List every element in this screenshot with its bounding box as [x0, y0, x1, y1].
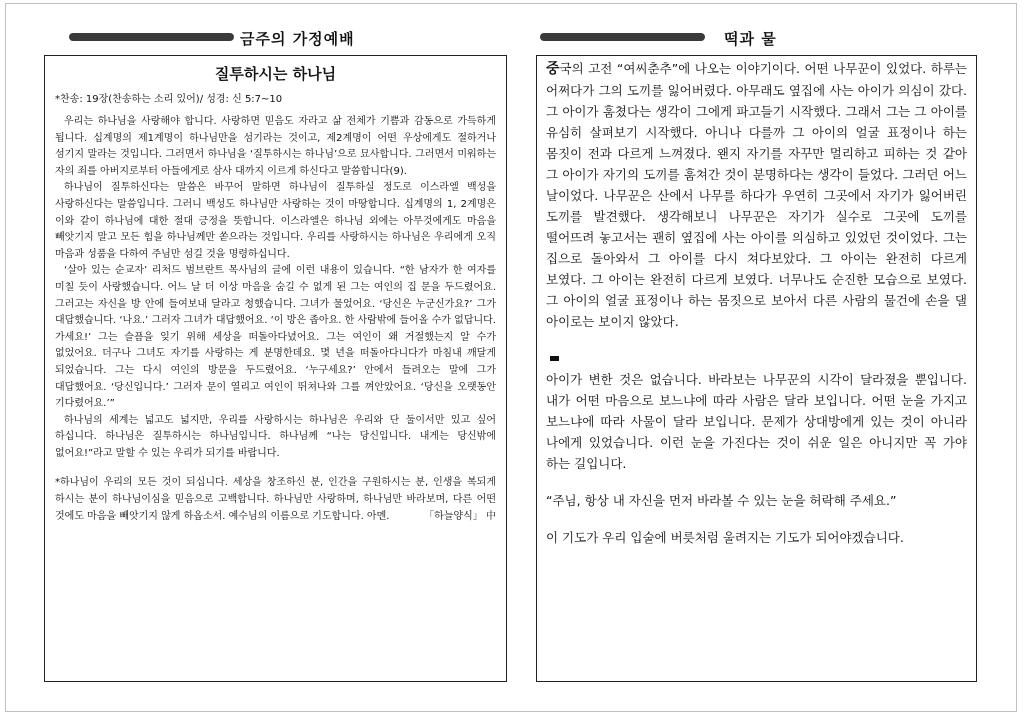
sermon-paragraph: ‘살아 있는 순교자’ 리처드 범브란트 목사님의 글에 이런 내용이 있습니다. “한 남자가 한 여자를 미칠 듯이 사랑했습니다. 어느 날 더 이상 마음을 숨길 수 없게 된 그는 여인의 집 문을 두드렸어요. 그러고는 자신을 방 안에 들여보내 달라고 청했습니다. 그녀가 물었어요. ‘당신은 누군신가요?’ 그가 대답했습니다. ‘나요.’ 그러자 그녀가 대답했어요. ‘이 방은 좁아요. 한 사람밖에 들어올 수가 없답니다. 가세요!’ 그는 슬픔을 잊기 위해 세상을 떠돌아다녔어요. 그는 여인이 왜 거절했는지 알 수가 없었어요. 더구나 그녀도 자기를 사랑하는 게 분명한데요. 몇 년을 떠돌아다니다가 마침내 깨달게 되었습니다. 그는 다시 여인의 방문을 두드렸어요. ‘누구세요?’ 안에서 들려오는 말에 그가 대답했어요. ‘당신입니다.’ 그러자 문이 열리고 여인이 뛰쳐나와 그를 껴안았어요. ‘당신을 오랫동안 기다렸어요.’”: [55, 265, 496, 410]
sermon-paragraph: 우리는 하나님을 사랑해야 합니다. 사랑하면 믿음도 자라고 삶 전체가 기쁨과 감동으로 가득하게 됩니다. 십계명의 제1계명이 하나님만을 섬기라는 것이고, 제2계명이 어떤 우상에게도 절하거나 섬기지 말라는 것입니다. 그러면서 하나님을 ‘질투하시는 하나님’으로 묘사합니다. 그러면서 미워하는 자의 죄를 아버지로부터 아들에게로 삼사 대까지 이르게 하신다고 말씀합니다(9).: [55, 116, 496, 177]
sermon-paragraph: 하나님이 질투하신다는 말씀은 바꾸어 말하면 하나님이 질투하실 정도로 이스라엘 백성을 사랑하신다는 말씀입니다. 그러니 백성도 하나님만 사랑하는 것이 마땅합니다. 십계명의 1, 2계명은 이와 같이 하나님에 대한 절대 긍정을 뜻합니다. 이스라엘은 하나님 외에는 아무것에게도 마음을 빼앗기지 말고 모든 힘을 하나님께만 쏟으라는 것입니다. 우리를 사랑하시는 하나님은 우리에게 오직 마음과 성품을 다하여 주님만 섬길 것을 명령하십니다.: [55, 182, 496, 260]
sermon-box: [44, 55, 507, 682]
sermon-paragraph: 하나님의 세계는 넓고도 넓지만, 우리를 사랑하시는 하나님은 우리와 단 둘이서만 있고 싶어 하십니다. 하나님은 질투하시는 하나님입니다. 하나님께 “나는 당신입니다. 내게는 당신밖에 없어요!”라고 말할 수 있는 우리가 되기를 바랍니다.: [55, 414, 496, 459]
scripture-reference: *찬송: 19장(찬송하는 소리 있어)/ 성경: 신 5:7~10: [55, 94, 283, 105]
prayer-text: *하나님이 우리의 모든 것이 되십니다. 세상을 창조하신 분, 인간을 구원하시는 분, 인생을 복되게 하시는 분이 하나님이심을 믿음으로 고백합니다. 하나님만 사랑하며, 하나님만 바라보며, 다른 어떤 것에도 마음을 빼앗기지 않게 하옵소서. 예수님의 이름으로 기도합니다. 아멘.: [55, 477, 496, 522]
sermon-title: 질투하시는 하나님: [214, 65, 337, 83]
right-header-bar: [540, 33, 705, 41]
section-divider-mark: [550, 356, 559, 361]
story-dropcap: 중: [546, 61, 560, 77]
reflection-text: 아이가 변한 것은 없습니다. 바라보는 나무꾼의 시각이 달라졌을 뿐입니다. 내가 어떤 마음으로 보느냐에 따라 사람은 달라 보입니다. 어떤 눈을 가지고 보느냐에 따라 사물이 달라 보입니다. 문제가 상대방에게 있는 것이 아니라 나에게 있었습니다. 이런 눈을 가진다는 것이 쉬운 일은 아니지만 꼭 가야 하는 길입니다.: [546, 372, 967, 471]
prayer-quote: “주님, 항상 내 자신을 먼저 바라볼 수 있는 눈을 허락해 주세요.”: [546, 493, 897, 508]
prayer-block: [55, 475, 496, 525]
left-header-title: 금주의 가정예배: [240, 30, 355, 48]
story-text-block: [546, 58, 967, 332]
story-text: 국의 고전 “여씨춘추”에 나오는 이야기이다. 어떤 나무꾼이 있었다. 하루는 어쩌다가 그의 도끼를 잃어버렸다. 아무래도 옆집에 사는 아이가 의심이 갔다. 그 아이가 훔쳤다는 생각이 그에게 파고들기 시작했다. 그래서 그는 그 아이를 유심히 살펴보기 시작했다. 아니나 다를까 그 아이의 얼굴 표정이나 하는 몸짓이 전과 다르게 느껴졌다. 왠지 자기를 자꾸만 멀리하고 피하는 것 같아 그 아이가 자기의 도끼를 훔쳐간 것이 분명하다는 생각이 들었다. 그러던 어느 날이었다. 나무꾼은 산에서 나무를 하다가 우연히 그곳에서 자기가 잃어버린 도끼를 발견했다. 생각해보니 나무꾼은 자기가 실수로 그곳에 도끼를 떨어뜨려 놓고서는 괜히 옆집에 사는 아이를 의심하고 있었던 것이었다. 그는 집으로 돌아와서 그 아이를 다시 쳐다보았다. 그 아이는 완전히 다르게 보였다. 그 아이는 완전히 다르게 보였다. 너무나도 순진한 모습으로 보였다. 그 아이의 얼굴 표정이나 하는 몸짓으로 보아서 다른 사람의 물건에 손을 댈 아이로는 보이지 않았다.: [546, 61, 967, 329]
left-header-bar: [69, 33, 234, 41]
closing-text: 이 기도가 우리 입술에 버릇처럼 울려지는 기도가 되어야겠습니다.: [546, 530, 904, 545]
story-box: [536, 55, 977, 682]
right-header-title: 떡과 물: [724, 30, 777, 48]
source-citation: 「하늘양식」 中: [424, 510, 496, 522]
